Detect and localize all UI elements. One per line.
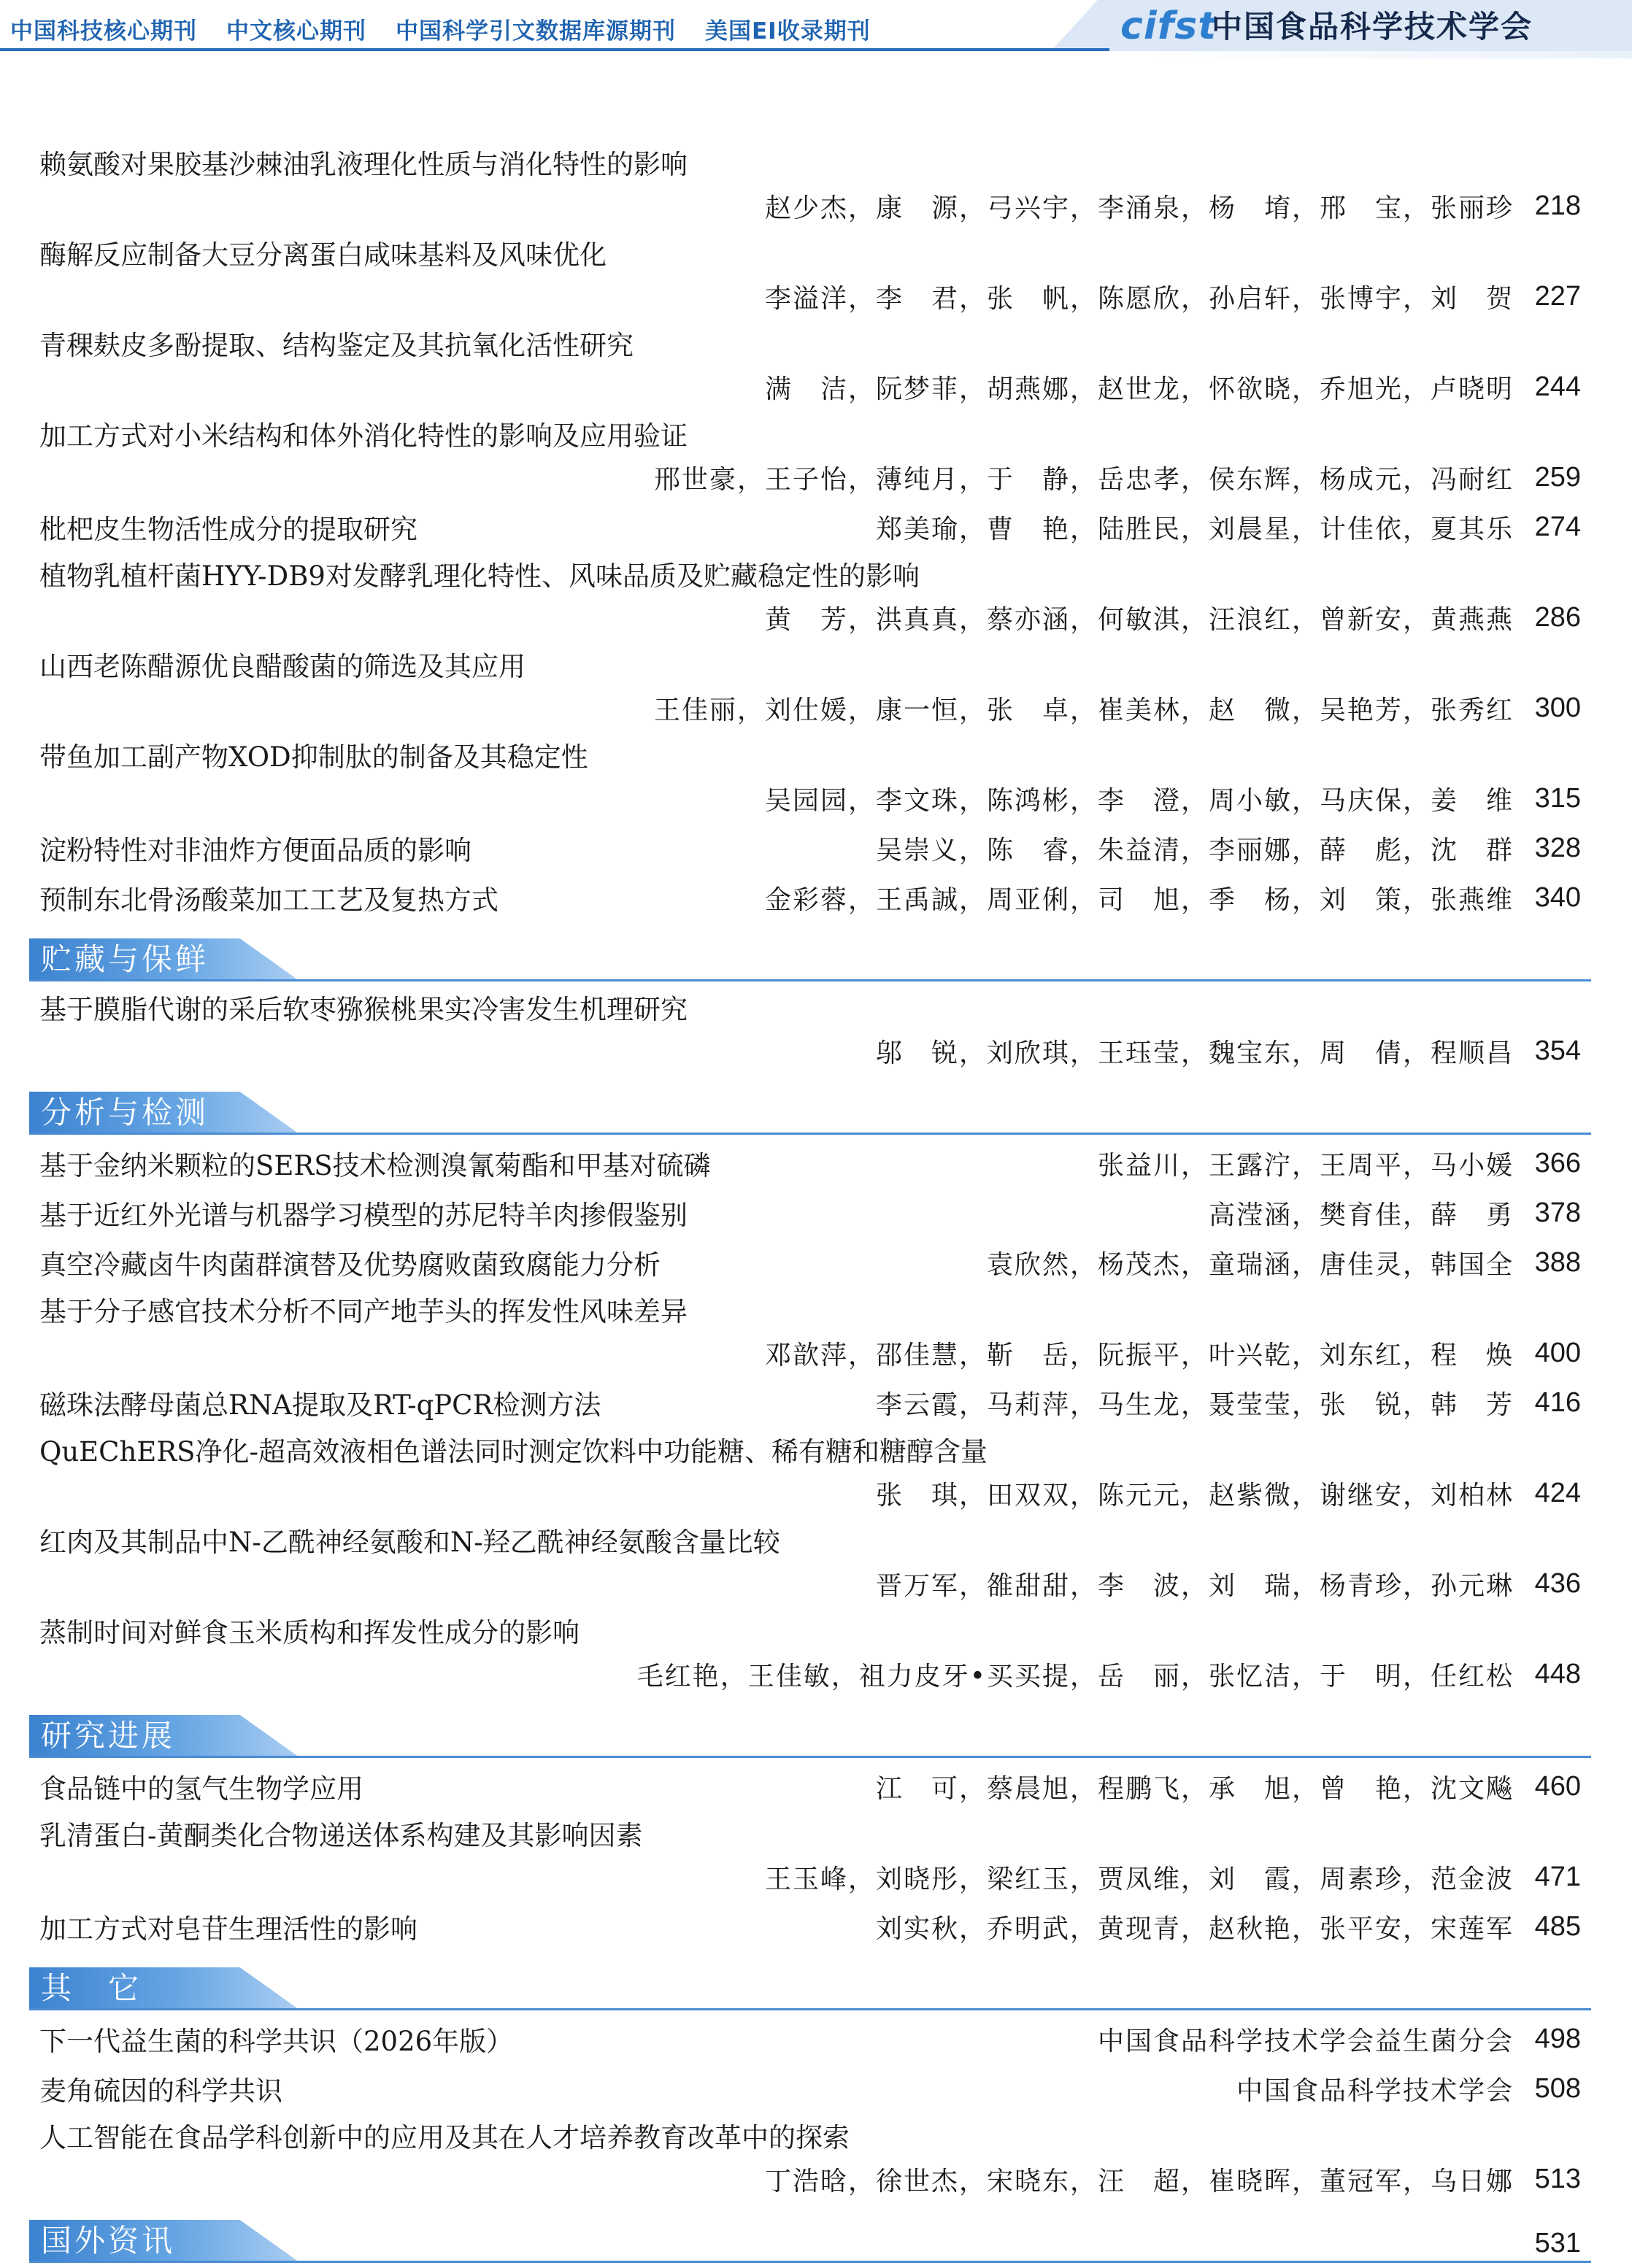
toc-entry[interactable] xyxy=(39,1816,1581,1897)
page-number: 218 xyxy=(1534,190,1581,221)
leader-dots xyxy=(105,1332,752,1373)
section-title: 其 它 xyxy=(41,1970,142,2006)
article-authors: 赵少杰，康 源，弓兴宇，李涌泉，杨 堉，邢 宝，张丽珍 xyxy=(764,193,1514,223)
toc-entry[interactable] xyxy=(39,556,1581,638)
leader-dots xyxy=(105,1856,752,1897)
leader-dots xyxy=(105,1473,863,1513)
leader-dots xyxy=(701,1192,1196,1233)
toc-entry[interactable] xyxy=(39,506,1581,547)
leader-dots xyxy=(105,2159,752,2199)
article-title[interactable]: 食品链中的氢气生物学应用 xyxy=(39,1773,363,1805)
leader-dots xyxy=(377,1766,863,1807)
page-number: 259 xyxy=(1534,461,1581,493)
leader-dots xyxy=(724,1143,1085,1184)
page-number: 366 xyxy=(1534,1147,1581,1179)
section-rule xyxy=(29,2261,1591,2263)
journal-index-item: 中国科技核心期刊 xyxy=(10,18,197,45)
article-authors: 王玉峰，刘晓彤，梁红玉，贾凤维，刘 霞，周素珍，范金波 xyxy=(764,1864,1514,1894)
toc-entry[interactable] xyxy=(39,877,1581,918)
toc-entry[interactable] xyxy=(39,1242,1581,1283)
toc-entry[interactable] xyxy=(39,990,1581,1071)
toc-entry[interactable] xyxy=(39,1906,1581,1947)
article-authors: 江 可，蔡晨旭，程鹏飞，承 旭，曾 艳，沈文飚 xyxy=(875,1773,1514,1804)
leader-dots xyxy=(105,366,752,407)
toc-entry[interactable] xyxy=(39,1432,1581,1513)
toc-entry[interactable] xyxy=(39,1613,1581,1694)
article-title[interactable]: 人工智能在食品学科创新中的应用及其在人才培养教育改革中的探索 xyxy=(39,2122,850,2153)
section-rule xyxy=(29,1133,1591,1135)
toc-entry[interactable] xyxy=(39,235,1581,317)
article-title[interactable]: 枇杷皮生物活性成分的提取研究 xyxy=(39,514,417,545)
article-title[interactable]: 山西老陈醋源优良醋酸菌的筛选及其应用 xyxy=(39,651,526,682)
article-authors: 晋万军，雒甜甜，李 波，刘 瑞，杨青珍，孙元琳 xyxy=(875,1570,1514,1601)
article-title[interactable]: 真空冷藏卤牛肉菌群演替及优势腐败菌致腐能力分析 xyxy=(39,1249,661,1281)
page-number: 300 xyxy=(1534,692,1581,723)
page-number: 498 xyxy=(1534,2023,1581,2054)
journal-index-item: 中文核心期刊 xyxy=(226,18,366,45)
toc-entry[interactable] xyxy=(39,144,1581,226)
toc-entry[interactable] xyxy=(39,1522,1581,1604)
article-authors: 李云霞，马莉萍，马生龙，聂莹莹，张 锐，韩 芳 xyxy=(875,1389,1514,1420)
page-number: 244 xyxy=(1534,371,1581,402)
page-number: 328 xyxy=(1534,832,1581,863)
article-authors: 中国食品科学技术学会 xyxy=(1236,2075,1514,2106)
article-authors: 金彩蓉，王禹誠，周亚俐，司 旭，季 杨，刘 策，张燕维 xyxy=(764,884,1514,915)
cifst-logo: cifst xyxy=(1120,4,1217,48)
article-title[interactable]: 磁珠法酵母菌总RNA提取及RT-qPCR检测方法 xyxy=(39,1389,601,1421)
page-number: 378 xyxy=(1534,1197,1581,1228)
page-number: 436 xyxy=(1534,1567,1581,1599)
article-title[interactable]: 基于金纳米颗粒的SERS技术检测溴氰菊酯和甲基对硫磷 xyxy=(39,1150,711,1181)
leader-dots xyxy=(105,1030,863,1071)
page-number: 448 xyxy=(1534,1658,1581,1689)
toc-entry[interactable] xyxy=(39,1382,1581,1423)
toc-entry[interactable] xyxy=(39,1143,1581,1184)
article-authors: 吴园园，李文珠，陈鸿彬，李 澄，周小敏，马庆保，姜 维 xyxy=(764,785,1514,816)
article-title[interactable]: 加工方式对小米结构和体外消化特性的影响及应用验证 xyxy=(39,420,688,452)
article-authors: 郑美瑜，曹 艳，陆胜民，刘晨星，计佳依，夏其乐 xyxy=(875,514,1514,544)
article-authors: 袁欣然，杨茂杰，童瑞涵，唐佳灵，韩国全 xyxy=(986,1249,1514,1280)
page-number: 400 xyxy=(1534,1337,1581,1368)
section-title: 国外资讯 xyxy=(41,2223,176,2259)
section-header xyxy=(39,938,1581,981)
toc-entry[interactable] xyxy=(39,416,1581,498)
leader-dots xyxy=(431,1906,863,1947)
article-title[interactable]: 基于分子感官技术分析不同产地芋头的挥发性风味差异 xyxy=(39,1296,688,1327)
leader-dots xyxy=(296,2068,1223,2109)
article-title[interactable]: 带鱼加工副产物XOD抑制肽的制备及其稳定性 xyxy=(39,741,588,773)
toc-entry[interactable] xyxy=(39,2068,1581,2109)
article-authors: 李溢洋，李 君，张 帆，陈愿欣，孙启轩，张博宇，刘 贺 xyxy=(764,283,1514,314)
article-title[interactable]: 基于膜脂代谢的采后软枣猕猴桃果实冷害发生机理研究 xyxy=(39,994,688,1025)
article-authors: 邓歆萍，邵佳慧，靳 岳，阮振平，叶兴乾，刘东红，程 焕 xyxy=(764,1340,1514,1370)
section-header xyxy=(39,1092,1581,1134)
page-number: 315 xyxy=(1534,782,1581,814)
article-title[interactable]: 基于近红外光谱与机器学习模型的苏尼特羊肉掺假鉴别 xyxy=(39,1200,688,1231)
toc-entry[interactable] xyxy=(39,647,1581,728)
leader-dots xyxy=(105,1654,624,1694)
page-number: 286 xyxy=(1534,601,1581,633)
leader-dots xyxy=(431,506,863,547)
article-title[interactable]: 乳清蛋白-黄酮类化合物递送体系构建及其影响因素 xyxy=(39,1820,643,1851)
leader-dots xyxy=(105,185,752,226)
article-title[interactable]: 下一代益生菌的科学共识（2026年版） xyxy=(39,2026,514,2057)
toc-entry[interactable] xyxy=(39,2118,1581,2199)
journal-header xyxy=(0,0,1632,58)
section-rule xyxy=(29,2008,1591,2010)
section-title: 贮藏与保鲜 xyxy=(41,941,209,977)
article-title[interactable]: 淀粉特性对非油炸方便面品质的影响 xyxy=(39,835,471,866)
toc-entry[interactable] xyxy=(39,737,1581,819)
leader-dots xyxy=(614,1382,863,1423)
article-authors: 王佳丽，刘仕媛，康一恒，张 卓，崔美林，赵 微，吴艳芳，张秀红 xyxy=(653,695,1514,725)
page-number: 485 xyxy=(1534,1910,1581,1942)
article-authors: 高滢涵，樊育佳，薛 勇 xyxy=(1208,1200,1514,1230)
article-title[interactable]: 加工方式对皂苷生理活性的影响 xyxy=(39,1913,417,1945)
article-authors: 邬 锐，刘欣琪，王珏莹，魏宝东，周 倩，程顺昌 xyxy=(875,1038,1514,1068)
section-rule xyxy=(29,1756,1591,1758)
leader-dots xyxy=(485,828,863,868)
page-number: 513 xyxy=(1534,2163,1581,2194)
page-number: 227 xyxy=(1534,280,1581,312)
article-title[interactable]: 赖氨酸对果胶基沙棘油乳液理化性质与消化特性的影响 xyxy=(39,149,688,180)
article-authors: 丁浩晗，徐世杰，宋晓东，汪 超，崔晓晖，董冠军，乌日娜 xyxy=(764,2166,1514,2196)
article-authors: 张 琪，田双双，陈元元，赵紫微，谢继安，刘柏林 xyxy=(875,1480,1514,1511)
page-number: 508 xyxy=(1534,2072,1581,2104)
page-number: 416 xyxy=(1534,1386,1581,1418)
article-title[interactable]: 酶解反应制备大豆分离蛋白咸味基料及风味优化 xyxy=(39,239,607,271)
section-rule xyxy=(29,979,1591,981)
page-number: 354 xyxy=(1534,1035,1581,1066)
page-number: 340 xyxy=(1534,882,1581,913)
section-page-number: 531 xyxy=(1534,2228,1581,2259)
journal-index-list xyxy=(10,7,871,50)
leader-dots xyxy=(105,457,641,498)
toc-entry[interactable] xyxy=(39,1292,1581,1373)
article-title[interactable]: 青稞麸皮多酚提取、结构鉴定及其抗氧化活性研究 xyxy=(39,330,634,361)
leader-dots xyxy=(674,1242,974,1283)
page-number: 274 xyxy=(1534,511,1581,542)
leader-dots xyxy=(105,597,752,638)
page-number: 460 xyxy=(1534,1770,1581,1802)
society-name: 中国食品科学技术学会 xyxy=(1212,9,1533,45)
journal-index-item: 美国EI收录期刊 xyxy=(705,18,871,45)
toc-entry[interactable] xyxy=(39,1192,1581,1233)
toc-entry[interactable] xyxy=(39,1766,1581,1807)
leader-dots xyxy=(526,2018,1085,2059)
article-authors: 吴崇义，陈 睿，朱益清，李丽娜，薛 彪，沈 群 xyxy=(875,835,1514,865)
leader-dots xyxy=(105,778,752,819)
article-title[interactable]: 预制东北骨汤酸菜加工工艺及复热方式 xyxy=(39,884,499,916)
article-title[interactable]: QuEChERS净化-超高效液相色谱法同时测定饮料中功能糖、稀有糖和糖醇含量 xyxy=(39,1436,988,1467)
toc-entry[interactable] xyxy=(39,325,1581,407)
article-title[interactable]: 红肉及其制品中N-乙酰神经氨酸和N-羟乙酰神经氨酸含量比较 xyxy=(39,1527,780,1558)
toc-entry[interactable] xyxy=(39,2018,1581,2059)
page-number: 388 xyxy=(1534,1246,1581,1278)
article-authors: 邢世豪，王子怡，薄纯月，于 静，岳忠孝，侯东辉，杨成元，冯耐红 xyxy=(653,464,1514,495)
article-authors: 满 洁，阮梦菲，胡燕娜，赵世龙，怀欲晓，乔旭光，卢晓明 xyxy=(764,374,1514,404)
section-header xyxy=(39,2220,1581,2262)
article-authors: 刘实秋，乔明武，黄现青，赵秋艳，张平安，宋莲军 xyxy=(875,1913,1514,1944)
article-authors: 毛红艳，王佳敏，祖力皮牙•买买提，岳 丽，张忆洁，于 明，任红松 xyxy=(636,1661,1514,1692)
section-header xyxy=(39,1715,1581,1757)
leader-dots xyxy=(105,687,641,728)
article-authors: 张益川，王露泞，王周平，马小媛 xyxy=(1097,1150,1514,1181)
article-title[interactable]: 植物乳植杆菌HYY-DB9对发酵乳理化特性、风味品质及贮藏稳定性的影响 xyxy=(39,560,920,592)
article-title[interactable]: 蒸制时间对鲜食玉米质构和挥发性成分的影响 xyxy=(39,1617,580,1648)
journal-index-item: 中国科学引文数据库源期刊 xyxy=(396,18,676,45)
leader-dots xyxy=(105,1563,863,1604)
page-number: 424 xyxy=(1534,1477,1581,1508)
article-title[interactable]: 麦角硫因的科学共识 xyxy=(39,2075,282,2107)
section-title: 研究进展 xyxy=(41,1718,176,1754)
header-rule xyxy=(0,48,1109,51)
table-of-contents xyxy=(39,136,1581,2268)
leader-dots xyxy=(105,276,752,317)
page-number: 471 xyxy=(1534,1861,1581,1892)
section-title: 分析与检测 xyxy=(41,1095,209,1130)
toc-entry[interactable] xyxy=(39,828,1581,868)
leader-dots xyxy=(512,877,752,918)
article-authors: 中国食品科学技术学会益生菌分会 xyxy=(1097,2026,1514,2056)
article-authors: 黄 芳，洪真真，蔡亦涵，何敏淇，汪浪红，曾新安，黄燕燕 xyxy=(764,604,1514,635)
section-header xyxy=(39,1967,1581,2010)
